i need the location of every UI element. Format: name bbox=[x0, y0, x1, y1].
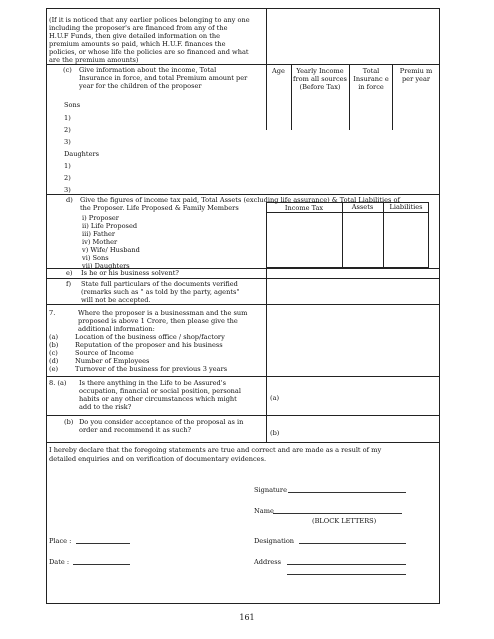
section-8b-label: (b) bbox=[64, 418, 74, 426]
intro-line: (If it is noticed that any earlier polices belonging to any one bbox=[49, 16, 250, 24]
intro-line: policies, or whose life the policies are so financed and what bbox=[49, 48, 249, 56]
intro-bottom-rule bbox=[46, 64, 440, 65]
section-e-bottom-rule bbox=[46, 278, 440, 279]
item-text: Number of Employees bbox=[75, 357, 150, 365]
header-total-insurance: Total Insuranc e in force bbox=[353, 67, 389, 92]
answer-8a: (a) bbox=[270, 394, 280, 402]
date-line[interactable] bbox=[73, 564, 130, 565]
header-assets: Assets bbox=[351, 203, 374, 211]
form-page bbox=[46, 8, 440, 604]
header-age: Age bbox=[272, 67, 285, 75]
member-item: vii) Daughters bbox=[82, 262, 130, 270]
intro-line: are the premium amounts) bbox=[49, 56, 139, 64]
col-divider bbox=[392, 64, 393, 130]
section-f-line: State full particulars of the documents verified bbox=[81, 280, 238, 288]
row-item: 2) bbox=[64, 174, 71, 182]
row-item: 3) bbox=[64, 186, 71, 194]
block-letters-note: (BLOCK LETTERS) bbox=[312, 517, 377, 525]
signature-label: Signature bbox=[254, 486, 287, 494]
intro-line: H.U.F Funds, then give detailed information on the bbox=[49, 32, 221, 40]
col-divider bbox=[349, 64, 350, 130]
section-8a-line: habits or any other circumstances which might bbox=[79, 395, 237, 403]
place-label: Place : bbox=[49, 537, 72, 545]
row-item: 2) bbox=[64, 126, 71, 134]
row-item: 1) bbox=[64, 162, 71, 170]
section-7-label: 7. bbox=[49, 309, 56, 317]
intro-line: premium amounts so paid, which H.U.F. finances the bbox=[49, 40, 226, 48]
intro-line: including the proposer's are financed from any of the bbox=[49, 24, 228, 32]
section-f-line: will not be accepted. bbox=[81, 296, 151, 304]
section-c-label: (c) bbox=[63, 66, 72, 74]
address-line-2[interactable] bbox=[287, 574, 406, 575]
section-f-bottom-rule bbox=[46, 304, 440, 305]
designation-line[interactable] bbox=[299, 543, 406, 544]
section-d-line: the Proposer. Life Proposed & Family Members bbox=[80, 204, 239, 212]
col-divider bbox=[383, 202, 384, 268]
name-line[interactable] bbox=[273, 513, 402, 514]
header-liabilities: Liabilities bbox=[389, 203, 423, 211]
item-key: (c) bbox=[49, 349, 58, 357]
col-divider bbox=[342, 202, 343, 268]
address-label: Address bbox=[254, 558, 282, 566]
section-d-line: Give the figures of income tax paid, Total Assets (excluding life assurance) & Total Liabilities of bbox=[80, 196, 400, 204]
address-line[interactable] bbox=[287, 564, 406, 565]
section-8b-line: order and recommend it as such? bbox=[79, 426, 192, 434]
row-item: 1) bbox=[64, 114, 71, 122]
section-8-bottom-rule bbox=[46, 442, 440, 443]
name-label: Name bbox=[254, 507, 274, 515]
section-8a-label: 8. (a) bbox=[49, 379, 67, 387]
section-8a-line: occupation, financial or social position, personal bbox=[79, 387, 241, 395]
item-key: (d) bbox=[49, 357, 59, 365]
section-7-line: additional information: bbox=[78, 325, 155, 333]
item-text: Reputation of the proposer and his business bbox=[75, 341, 223, 349]
member-item: v) Wife/ Husband bbox=[82, 246, 140, 254]
col-divider bbox=[291, 64, 292, 130]
item-key: (b) bbox=[49, 341, 59, 349]
member-item: i) Proposer bbox=[82, 214, 119, 222]
section-8a-bottom-rule bbox=[46, 415, 440, 416]
item-text: Source of Income bbox=[75, 349, 134, 357]
col-divider bbox=[266, 268, 267, 278]
item-text: Location of the business office / shop/factory bbox=[75, 333, 225, 341]
section-c-bottom-rule bbox=[46, 194, 440, 195]
date-label: Date : bbox=[49, 558, 70, 566]
section-8b-line: Do you consider acceptance of the proposal as in bbox=[79, 418, 244, 426]
intro-divider bbox=[266, 8, 267, 64]
section-c-line: year for the children of the proposer bbox=[79, 82, 202, 90]
place-line[interactable] bbox=[76, 543, 130, 544]
section-d-label: d) bbox=[66, 196, 73, 204]
signature-line[interactable] bbox=[288, 492, 406, 493]
declaration-line: I hereby declare that the foregoing statements are true and correct and are made as a result of my bbox=[49, 446, 382, 454]
row-sons: Sons bbox=[64, 101, 81, 109]
page-number: 161 bbox=[239, 613, 255, 622]
section-7-line: proposed is above 1 Crore, then please give the bbox=[78, 317, 238, 325]
designation-label: Designation bbox=[254, 537, 295, 545]
answer-8b: (b) bbox=[270, 429, 280, 437]
section-e-label: e) bbox=[66, 269, 73, 277]
section-c-line: Insurance in force, and total Premium amount per bbox=[79, 74, 248, 82]
declaration-line: detailed enquiries and on verification of documentary evidences. bbox=[49, 455, 267, 463]
item-key: (a) bbox=[49, 333, 59, 341]
section-f-line: (remarks such as " as told by the party, agents" bbox=[81, 288, 240, 296]
member-item: vi) Sons bbox=[82, 254, 109, 262]
member-item: ii) Life Proposed bbox=[82, 222, 138, 230]
col-divider bbox=[266, 278, 267, 304]
header-income-tax: Income Tax bbox=[284, 204, 324, 212]
row-daughters: Daughters bbox=[64, 150, 100, 158]
item-text: Turnover of the business for previous 3 years bbox=[75, 365, 228, 373]
item-key: (e) bbox=[49, 365, 59, 373]
section-8a-line: add to the risk? bbox=[79, 403, 132, 411]
header-premium: Premiu m per year bbox=[399, 67, 433, 84]
section-c-line: Give information about the income, Total bbox=[79, 66, 217, 74]
header-yearly-income: Yearly Income from all sources (Before Tax) bbox=[293, 67, 347, 92]
section-7-line: Where the proposer is a businessman and the sum bbox=[78, 309, 248, 317]
member-item: iv) Mother bbox=[82, 238, 118, 246]
section-f-label: f) bbox=[66, 280, 72, 288]
section-8a-line: Is there anything in the Life to be Assured's bbox=[79, 379, 226, 387]
section-e-text: Is he or his business solvent? bbox=[81, 269, 179, 277]
row-item: 3) bbox=[64, 138, 71, 146]
col-divider bbox=[266, 376, 267, 442]
section-7-bottom-rule bbox=[46, 376, 440, 377]
col-divider bbox=[266, 304, 267, 376]
member-item: iii) Father bbox=[82, 230, 116, 238]
